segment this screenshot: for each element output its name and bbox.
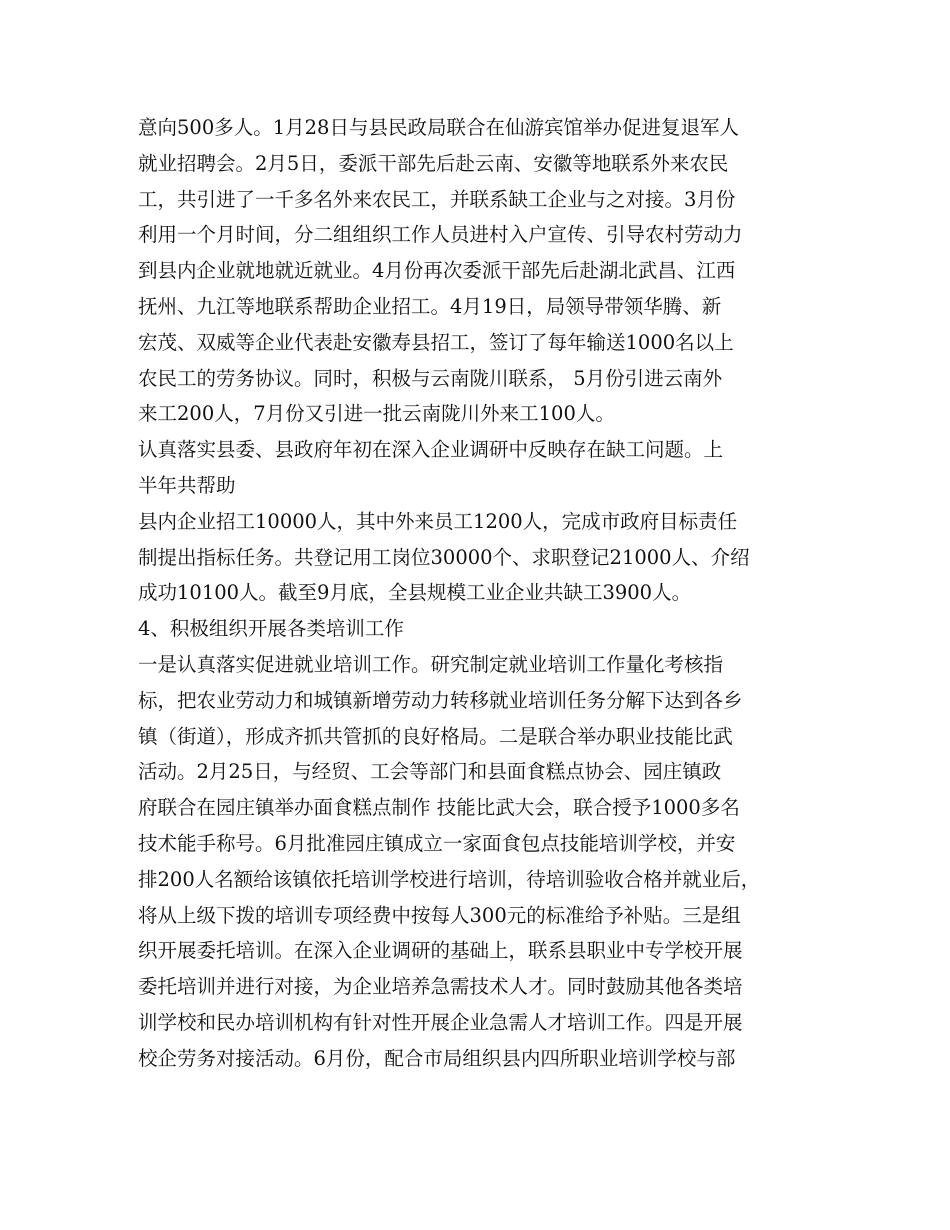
text-line: 府联合在园庄镇举办面食糕点制作 技能比武大会，联合授予1000多名 xyxy=(138,796,740,820)
text-line: 校企劳务对接活动。6月份，配合市局组织县内四所职业培训学校与部 xyxy=(138,1046,736,1070)
text-line: 标，把农业劳动力和城镇新增劳动力转移就业培训任务分解下达到各乡 xyxy=(138,688,743,712)
text-line: 到县内企业就地就近就业。4月份再次委派干部先后赴湖北武昌、江西 xyxy=(138,259,736,283)
text-line: 抚州、九江等地联系帮助企业招工。4月19日，局领导带领华腾、新 xyxy=(138,294,722,318)
text-line: 训学校和民办培训机构有针对性开展企业急需人才培训工作。四是开展 xyxy=(138,1010,743,1034)
text-line: 半年共帮助 xyxy=(138,473,236,497)
text-line: 一是认真落实促进就业培训工作。研究制定就业培训工作量化考核指 xyxy=(138,652,724,676)
text-line: 利用一个月时间，分二组组织工作人员进村入户宣传、引导农村劳动力 xyxy=(138,223,743,247)
section-heading: 4、积极组织开展各类培训工作 xyxy=(138,617,404,641)
text-line: 技术能手称号。6月批准园庄镇成立一家面食包点技能培训学校，并安 xyxy=(138,831,736,855)
text-line: 委托培训并进行对接，为企业培养急需技术人才。同时鼓励其他各类培 xyxy=(138,975,743,999)
text-line: 镇（街道），形成齐抓共管抓的良好格局。二是联合举办职业技能比武 xyxy=(138,724,733,748)
text-line: 工，共引进了一千多名外来农民工，并联系缺工企业与之对接。3月份 xyxy=(138,187,736,211)
text-line: 排200人名额给该镇依托培训学校进行培训，待培训验收合格并就业后， xyxy=(138,867,761,891)
text-line: 成功10100人。截至9月底，全县规模工业企业共缺工3900人。 xyxy=(138,581,692,605)
text-line: 农民工的劳务协议。同时，积极与云南陇川联系， 5月份引进云南外 xyxy=(138,366,723,390)
text-line: 来工200人，7月份又引进一批云南陇川外来工100人。 xyxy=(138,402,615,426)
text-line: 意向500多人。1月28日与县民政局联合在仙游宾馆举办促进复退军人 xyxy=(138,116,739,139)
text-line: 宏茂、双威等企业代表赴安徽寿县招工，签订了每年输送1000名以上 xyxy=(138,330,734,354)
text-line: 制提出指标任务。共登记用工岗位30000个、求职登记21000人、介绍 xyxy=(138,545,750,569)
text-line: 就业招聘会。2月5日，委派干部先后赴云南、安徽等地联系外来农民 xyxy=(138,151,729,175)
text-line: 认真落实县委、县政府年初在深入企业调研中反映存在缺工问题。上 xyxy=(138,438,724,462)
text-line: 县内企业招工10000人，其中外来员工1200人，完成市政府目标责任 xyxy=(138,509,738,533)
document-body xyxy=(138,110,828,1077)
text-line: 活动。2月25日，与经贸、工会等部门和县面食糕点协会、园庄镇政 xyxy=(138,760,722,784)
text-line: 将从上级下拨的培训专项经费中按每人300元的标准给予补贴。三是组 xyxy=(138,903,741,927)
text-line: 织开展委托培训。在深入企业调研的基础上，联系县职业中专学校开展 xyxy=(138,939,743,963)
